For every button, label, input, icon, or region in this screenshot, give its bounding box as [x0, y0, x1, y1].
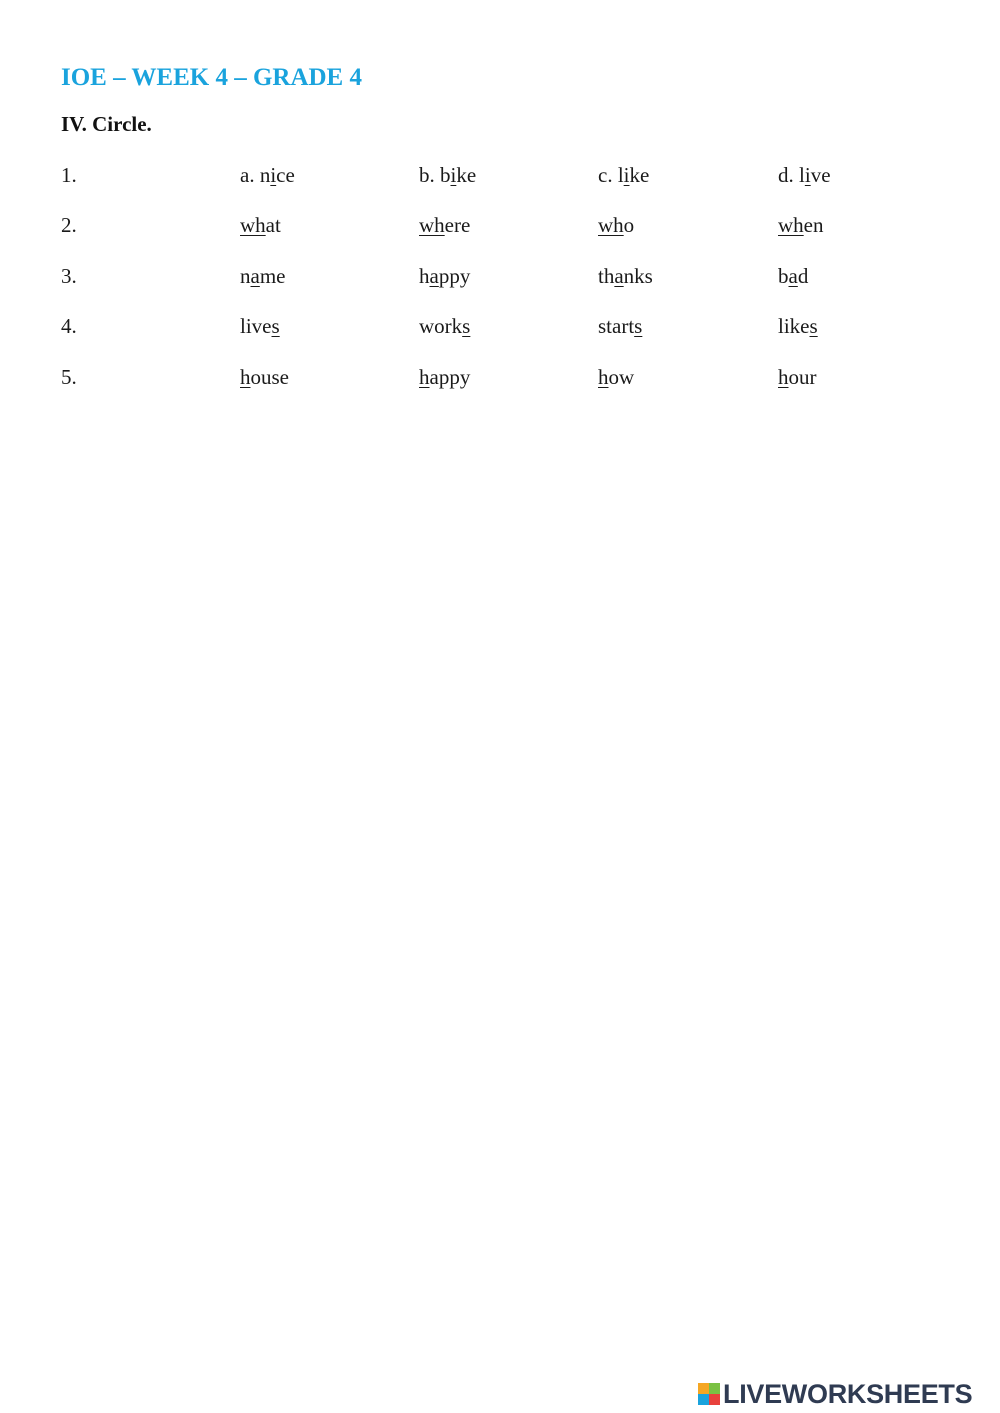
- question-number: 5.: [61, 365, 77, 389]
- option-text-pre: n: [240, 264, 251, 288]
- logo-square-e: [709, 1394, 720, 1405]
- underlined-sound: i: [804, 163, 811, 187]
- underlined-sound: wh: [778, 213, 804, 237]
- answer-option[interactable]: [778, 264, 808, 289]
- option-text-post: at: [265, 213, 281, 237]
- underlined-sound: a: [250, 264, 260, 288]
- option-text-pre: c. l: [598, 163, 624, 187]
- question-row: [0, 314, 1000, 344]
- underlined-sound: i: [450, 163, 457, 187]
- option-text-post: ve: [810, 163, 831, 187]
- option-text-pre: h: [419, 264, 430, 288]
- option-text-post: ere: [444, 213, 471, 237]
- answer-option[interactable]: [598, 163, 649, 188]
- underlined-sound: wh: [598, 213, 624, 237]
- underlined-sound: i: [623, 163, 630, 187]
- logo-text: LIVEWORKSHEETS: [723, 1378, 973, 1409]
- option-text-pre: like: [778, 314, 810, 338]
- underlined-sound: s: [271, 314, 280, 338]
- option-text-post: appy: [429, 365, 471, 389]
- answer-option[interactable]: [240, 213, 281, 238]
- underlined-sound: a: [429, 264, 439, 288]
- question-row: [0, 264, 1000, 294]
- logo-square-l: [698, 1383, 709, 1394]
- page-title: IOE – WEEK 4 – GRADE 4: [61, 64, 362, 91]
- option-text-post: ow: [608, 365, 635, 389]
- option-text-post: ce: [276, 163, 295, 187]
- underlined-sound: s: [809, 314, 818, 338]
- underlined-sound: a: [788, 264, 798, 288]
- logo-square-v: [698, 1394, 709, 1405]
- option-text-pre: b. b: [419, 163, 451, 187]
- option-text-post: o: [623, 213, 635, 237]
- option-text-pre: work: [419, 314, 463, 338]
- option-text-pre: th: [598, 264, 615, 288]
- answer-option[interactable]: [778, 213, 824, 238]
- section-heading: IV. Circle.: [61, 112, 152, 136]
- option-text-pre: start: [598, 314, 635, 338]
- answer-option[interactable]: [240, 365, 289, 390]
- underlined-sound: h: [240, 365, 251, 389]
- underlined-sound: wh: [419, 213, 445, 237]
- answer-option[interactable]: [598, 314, 642, 339]
- option-text-pre: live: [240, 314, 272, 338]
- underlined-sound: h: [419, 365, 430, 389]
- answer-option[interactable]: [419, 365, 470, 390]
- option-text-post: ke: [456, 163, 477, 187]
- answer-option[interactable]: [778, 314, 818, 339]
- answer-option[interactable]: [778, 163, 831, 188]
- answer-option[interactable]: [419, 264, 470, 289]
- answer-option[interactable]: [240, 264, 285, 289]
- underlined-sound: s: [634, 314, 643, 338]
- option-text-pre: a. n: [240, 163, 271, 187]
- underlined-sound: a: [614, 264, 624, 288]
- liveworksheets-logo: [698, 1378, 972, 1410]
- underlined-sound: h: [598, 365, 609, 389]
- option-text-post: d: [797, 264, 809, 288]
- answer-option[interactable]: [240, 163, 295, 188]
- underlined-sound: s: [462, 314, 471, 338]
- question-row: [0, 365, 1000, 395]
- option-text-post: nks: [623, 264, 653, 288]
- option-text-post: ke: [629, 163, 650, 187]
- question-number: 2.: [61, 213, 77, 237]
- answer-option[interactable]: [598, 365, 634, 390]
- option-text-post: me: [259, 264, 286, 288]
- option-text-post: en: [803, 213, 824, 237]
- answer-option[interactable]: [240, 314, 280, 339]
- logo-square-i: [709, 1383, 720, 1394]
- question-number: 3.: [61, 264, 77, 288]
- answer-option[interactable]: [419, 163, 476, 188]
- answer-option[interactable]: [598, 264, 653, 289]
- underlined-sound: h: [778, 365, 789, 389]
- answer-option[interactable]: [778, 365, 817, 390]
- underlined-sound: i: [270, 163, 277, 187]
- option-text-post: our: [788, 365, 817, 389]
- question-row: [0, 213, 1000, 243]
- answer-option[interactable]: [419, 314, 470, 339]
- underlined-sound: wh: [240, 213, 266, 237]
- liveworksheets-logo-icon: [698, 1383, 720, 1405]
- option-text-pre: b: [778, 264, 789, 288]
- question-number: 1.: [61, 163, 77, 187]
- option-text-post: ouse: [250, 365, 289, 389]
- answer-option[interactable]: [419, 213, 470, 238]
- option-text-post: ppy: [438, 264, 471, 288]
- option-text-pre: d. l: [778, 163, 805, 187]
- answer-option[interactable]: [598, 213, 634, 238]
- question-number: 4.: [61, 314, 77, 338]
- question-row: [0, 163, 1000, 193]
